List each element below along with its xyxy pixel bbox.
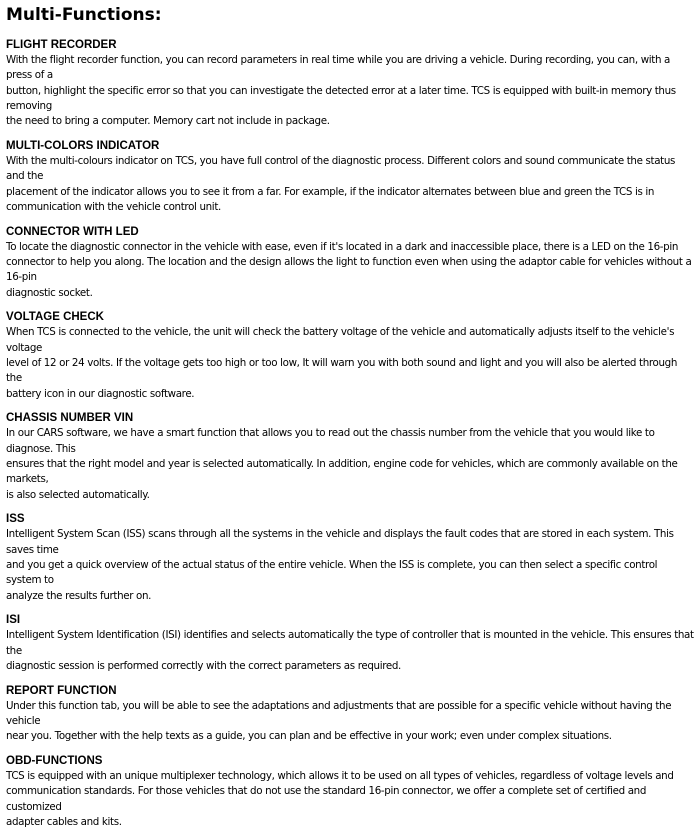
section-body: With the multi-colours indicator on TCS, you have full control of the diagnostic process. Different colors and sound communicate the status and the placement of the indicator allows you to see it from a far. For example, if the indicator alternates between blue and green the TCS is in communication with the vehicle control unit. xyxy=(6,154,676,213)
section-connector-with-led xyxy=(6,225,694,301)
section-body: Intelligent System Identification (ISI) identifies and selects automatically the type of controller that is mounted in the vehicle. This ensures that the diagnostic session is performed correctly with the correct parameters as required. xyxy=(6,629,694,672)
section-chassis-number-vin xyxy=(6,411,694,502)
section-heading: FLIGHT RECORDER xyxy=(6,39,117,51)
section-body: With the flight recorder function, you can record parameters in real time while you are driving a vehicle. During recording, you can, with a press of a button, highlight the specific error so that you can investigate the detected error at a later time. TCS is equipped with built-in memory thus removing the need to bring a computer. Memory cart not include in package. xyxy=(6,54,676,128)
section-body: Under this function tab, you will be able to see the adaptations and adjustments that are possible for a specific vehicle without having the vehicle near you. Together with the help texts as a guide, you can plan and be effective in your work; even under complex situations. xyxy=(6,699,672,743)
section-heading: ISS xyxy=(6,513,25,526)
section-report-function xyxy=(6,684,694,745)
section-heading: CHASSIS NUMBER VIN xyxy=(6,412,134,425)
section-body: TCS is equipped with an unique multiplexer technology, which allows it to be used on all types of vehicles, regardless of voltage levels and communication standards. For those vehicles that do not use the standard 16-pin connector, we offer a complete set of certified and customized adapter cables and kits. xyxy=(6,770,674,828)
section-voltage-check xyxy=(6,310,694,401)
section-multi-colors-indicator xyxy=(6,139,694,215)
section-heading: MULTI-COLORS INDICATOR xyxy=(6,139,160,152)
section-body: In our CARS software, we have a smart function that allows you to read out the chassis number from the vehicle that you would like to diagnose. This ensures that the right model and year is selected automatically. In addition, engine code for vehicles, which are commonly available on the markets, is also selected automatically. xyxy=(6,427,678,501)
section-heading: REPORT FUNCTION xyxy=(6,684,117,697)
section-heading: VOLTAGE CHECK xyxy=(6,311,104,324)
section-isi xyxy=(6,613,694,674)
section-body: Intelligent System Scan (ISS) scans through all the systems in the vehicle and displays the fault codes that are stored in each system. This saves time and you get a quick overview of the actual status of the entire vehicle. When the ISS is complete, you can then select a specific control system to analyze the results further on. xyxy=(6,528,674,602)
section-flight-recorder xyxy=(6,38,694,129)
section-heading: CONNECTOR WITH LED xyxy=(6,225,139,238)
section-heading: ISI xyxy=(6,614,21,627)
section-heading: OBD-FUNCTIONS xyxy=(6,755,103,768)
section-iss xyxy=(6,512,694,603)
section-body: To locate the diagnostic connector in the vehicle with ease, even if it's located in a dark and inaccessible place, there is a LED on the 16-pin connector to help you along. The location and the design allows the light to function even when using the adaptor cable for vehicles without a 16-pin diagnostic socket. xyxy=(6,240,692,299)
section-body: When TCS is connected to the vehicle, the unit will check the battery voltage of the vehicle and automatically adjusts itself to the vehicle's voltage level of 12 or 24 volts. If the voltage gets too high or too low, It will warn you with both sound and light and you will also be alerted through the battery icon in our diagnostic software. xyxy=(6,326,678,400)
page-title: Multi-Functions: xyxy=(6,5,162,25)
section-obd-functions xyxy=(6,754,694,830)
